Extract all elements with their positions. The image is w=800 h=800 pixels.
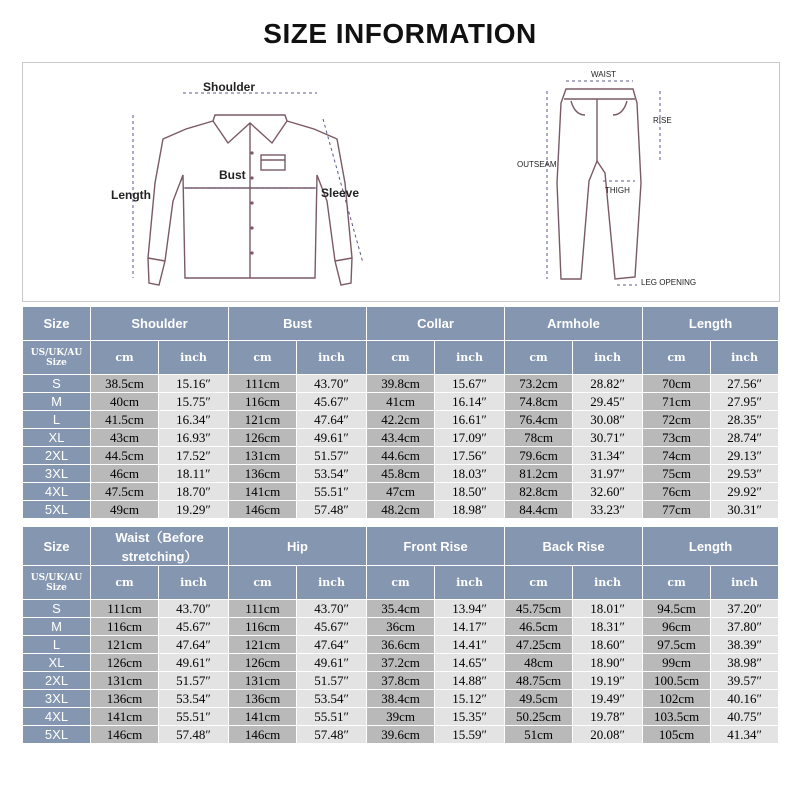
unit-inch: inch — [159, 341, 229, 375]
column-header-bust: Bust — [229, 307, 367, 341]
cm-cell: 39cm — [367, 708, 435, 726]
inch-cell: 53.54″ — [159, 690, 229, 708]
cm-cell: 35.4cm — [367, 600, 435, 618]
unit-header-row — [23, 566, 779, 600]
inch-cell: 19.29″ — [159, 501, 229, 519]
inch-cell: 18.90″ — [573, 654, 643, 672]
size-cell: 3XL — [23, 690, 91, 708]
shirt-size-table — [22, 306, 779, 519]
table-row — [23, 483, 779, 501]
size-cell: M — [23, 393, 91, 411]
cm-cell: 48cm — [505, 654, 573, 672]
cm-cell: 146cm — [91, 726, 159, 744]
inch-cell: 20.08″ — [573, 726, 643, 744]
unit-cm: cm — [229, 341, 297, 375]
shirt-illustration — [148, 115, 352, 285]
pants-illustration — [557, 89, 641, 279]
cm-cell: 37.2cm — [367, 654, 435, 672]
inch-cell: 15.59″ — [435, 726, 505, 744]
cm-cell: 43.4cm — [367, 429, 435, 447]
cm-cell: 77cm — [643, 501, 711, 519]
inch-cell: 14.17″ — [435, 618, 505, 636]
cm-cell: 45.75cm — [505, 600, 573, 618]
cm-cell: 36cm — [367, 618, 435, 636]
inch-cell: 37.20″ — [711, 600, 779, 618]
cm-cell: 116cm — [91, 618, 159, 636]
size-header: Size — [23, 307, 91, 341]
inch-cell: 19.78″ — [573, 708, 643, 726]
region-size-label: US/UK/AU Size — [23, 341, 91, 375]
inch-cell: 30.71″ — [573, 429, 643, 447]
size-cell: 2XL — [23, 447, 91, 465]
cm-cell: 78cm — [505, 429, 573, 447]
inch-cell: 33.23″ — [573, 501, 643, 519]
unit-cm: cm — [367, 341, 435, 375]
shirt-buttons — [250, 151, 253, 254]
inch-cell: 27.56″ — [711, 375, 779, 393]
inch-cell: 27.95″ — [711, 393, 779, 411]
cm-cell: 126cm — [229, 429, 297, 447]
waist-label: WAIST — [591, 70, 617, 79]
inch-cell: 19.19″ — [573, 672, 643, 690]
cm-cell: 79.6cm — [505, 447, 573, 465]
cm-cell: 96cm — [643, 618, 711, 636]
inch-cell: 14.41″ — [435, 636, 505, 654]
inch-cell: 51.57″ — [297, 672, 367, 690]
cm-cell: 84.4cm — [505, 501, 573, 519]
size-cell: 3XL — [23, 465, 91, 483]
cm-cell: 47cm — [367, 483, 435, 501]
inch-cell: 18.60″ — [573, 636, 643, 654]
cm-cell: 105cm — [643, 726, 711, 744]
size-cell: S — [23, 375, 91, 393]
cm-cell: 111cm — [229, 600, 297, 618]
inch-cell: 45.67″ — [159, 618, 229, 636]
cm-cell: 121cm — [229, 411, 297, 429]
inch-cell: 55.51″ — [297, 708, 367, 726]
bust-label: Bust — [219, 168, 246, 182]
inch-cell: 18.70″ — [159, 483, 229, 501]
inch-cell: 40.75″ — [711, 708, 779, 726]
table-row — [23, 726, 779, 744]
pants-measure-lines — [547, 81, 660, 285]
inch-cell: 53.54″ — [297, 465, 367, 483]
inch-cell: 49.61″ — [297, 429, 367, 447]
inch-cell: 47.64″ — [297, 411, 367, 429]
cm-cell: 39.8cm — [367, 375, 435, 393]
unit-inch: inch — [435, 566, 505, 600]
cm-cell: 126cm — [91, 654, 159, 672]
column-header-length: Length — [643, 307, 779, 341]
cm-cell: 136cm — [229, 465, 297, 483]
table-header-row — [23, 307, 779, 341]
inch-cell: 53.54″ — [297, 690, 367, 708]
inch-cell: 38.39″ — [711, 636, 779, 654]
cm-cell: 99cm — [643, 654, 711, 672]
table-row — [23, 600, 779, 618]
inch-cell: 49.61″ — [297, 654, 367, 672]
size-cell: 4XL — [23, 708, 91, 726]
shoulder-label: Shoulder — [203, 80, 256, 94]
inch-cell: 30.31″ — [711, 501, 779, 519]
inch-cell: 55.51″ — [297, 483, 367, 501]
table-row — [23, 447, 779, 465]
inch-cell: 45.67″ — [297, 393, 367, 411]
inch-cell: 29.53″ — [711, 465, 779, 483]
inch-cell: 30.08″ — [573, 411, 643, 429]
inch-cell: 15.35″ — [435, 708, 505, 726]
cm-cell: 38.4cm — [367, 690, 435, 708]
table-row — [23, 501, 779, 519]
cm-cell: 44.6cm — [367, 447, 435, 465]
cm-cell: 50.25cm — [505, 708, 573, 726]
inch-cell: 47.64″ — [159, 636, 229, 654]
cm-cell: 116cm — [229, 393, 297, 411]
unit-header-row — [23, 341, 779, 375]
inch-cell: 29.45″ — [573, 393, 643, 411]
cm-cell: 102cm — [643, 690, 711, 708]
page-title: SIZE INFORMATION — [263, 18, 537, 49]
table-row — [23, 690, 779, 708]
size-cell: 4XL — [23, 483, 91, 501]
leg-opening-label: LEG OPENING — [641, 278, 697, 287]
cm-cell: 70cm — [643, 375, 711, 393]
cm-cell: 141cm — [91, 708, 159, 726]
inch-cell: 51.57″ — [297, 447, 367, 465]
inch-cell: 57.48″ — [297, 726, 367, 744]
inch-cell: 29.92″ — [711, 483, 779, 501]
cm-cell: 41.5cm — [91, 411, 159, 429]
inch-cell: 40.16″ — [711, 690, 779, 708]
cm-cell: 51cm — [505, 726, 573, 744]
inch-cell: 57.48″ — [297, 501, 367, 519]
table-row — [23, 465, 779, 483]
inch-cell: 47.64″ — [297, 636, 367, 654]
inch-cell: 28.35″ — [711, 411, 779, 429]
unit-inch: inch — [435, 341, 505, 375]
inch-cell: 15.75″ — [159, 393, 229, 411]
inch-cell: 45.67″ — [297, 618, 367, 636]
cm-cell: 121cm — [91, 636, 159, 654]
cm-cell: 46.5cm — [505, 618, 573, 636]
cm-cell: 73.2cm — [505, 375, 573, 393]
cm-cell: 76cm — [643, 483, 711, 501]
table-row — [23, 672, 779, 690]
table-row — [23, 708, 779, 726]
cm-cell: 47.25cm — [505, 636, 573, 654]
inch-cell: 31.97″ — [573, 465, 643, 483]
cm-cell: 136cm — [229, 690, 297, 708]
inch-cell: 32.60″ — [573, 483, 643, 501]
inch-cell: 16.14″ — [435, 393, 505, 411]
inch-cell: 14.65″ — [435, 654, 505, 672]
inch-cell: 17.09″ — [435, 429, 505, 447]
pants-size-table — [22, 526, 779, 744]
cm-cell: 47.5cm — [91, 483, 159, 501]
cm-cell: 81.2cm — [505, 465, 573, 483]
inch-cell: 18.50″ — [435, 483, 505, 501]
column-header-front-rise: Front Rise — [367, 527, 505, 566]
inch-cell: 19.49″ — [573, 690, 643, 708]
sleeve-label: Sleeve — [321, 186, 360, 200]
inch-cell: 37.80″ — [711, 618, 779, 636]
cm-cell: 121cm — [229, 636, 297, 654]
column-header-back-rise: Back Rise — [505, 527, 643, 566]
inch-cell: 28.82″ — [573, 375, 643, 393]
cm-cell: 76.4cm — [505, 411, 573, 429]
cm-cell: 48.75cm — [505, 672, 573, 690]
cm-cell: 73cm — [643, 429, 711, 447]
inch-cell: 38.98″ — [711, 654, 779, 672]
inch-cell: 17.52″ — [159, 447, 229, 465]
cm-cell: 45.8cm — [367, 465, 435, 483]
unit-cm: cm — [505, 341, 573, 375]
inch-cell: 43.70″ — [297, 600, 367, 618]
unit-inch: inch — [297, 341, 367, 375]
cm-cell: 72cm — [643, 411, 711, 429]
cm-cell: 46cm — [91, 465, 159, 483]
inch-cell: 55.51″ — [159, 708, 229, 726]
inch-cell: 18.01″ — [573, 600, 643, 618]
cm-cell: 71cm — [643, 393, 711, 411]
cm-cell: 37.8cm — [367, 672, 435, 690]
cm-cell: 131cm — [229, 447, 297, 465]
column-header-collar: Collar — [367, 307, 505, 341]
inch-cell: 39.57″ — [711, 672, 779, 690]
inch-cell: 43.70″ — [159, 600, 229, 618]
cm-cell: 48.2cm — [367, 501, 435, 519]
table-row — [23, 393, 779, 411]
size-cell: XL — [23, 429, 91, 447]
size-cell: 5XL — [23, 501, 91, 519]
cm-cell: 146cm — [229, 501, 297, 519]
inch-cell: 15.67″ — [435, 375, 505, 393]
cm-cell: 146cm — [229, 726, 297, 744]
cm-cell: 43cm — [91, 429, 159, 447]
size-header: Size — [23, 527, 91, 566]
inch-cell: 15.12″ — [435, 690, 505, 708]
table-header-row — [23, 527, 779, 566]
cm-cell: 116cm — [229, 618, 297, 636]
inch-cell: 14.88″ — [435, 672, 505, 690]
outseam-label: OUTSEAM — [517, 160, 557, 169]
inch-cell: 16.34″ — [159, 411, 229, 429]
unit-cm: cm — [367, 566, 435, 600]
inch-cell: 18.03″ — [435, 465, 505, 483]
inch-cell: 31.34″ — [573, 447, 643, 465]
size-cell: S — [23, 600, 91, 618]
unit-inch: inch — [573, 566, 643, 600]
cm-cell: 36.6cm — [367, 636, 435, 654]
cm-cell: 131cm — [91, 672, 159, 690]
table-row — [23, 375, 779, 393]
cm-cell: 74.8cm — [505, 393, 573, 411]
cm-cell: 100.5cm — [643, 672, 711, 690]
inch-cell: 51.57″ — [159, 672, 229, 690]
unit-inch: inch — [711, 341, 779, 375]
column-header-hip: Hip — [229, 527, 367, 566]
unit-inch: inch — [159, 566, 229, 600]
table-row — [23, 654, 779, 672]
cm-cell: 126cm — [229, 654, 297, 672]
inch-cell: 49.61″ — [159, 654, 229, 672]
inch-cell: 29.13″ — [711, 447, 779, 465]
inch-cell: 57.48″ — [159, 726, 229, 744]
unit-cm: cm — [91, 341, 159, 375]
measurement-diagram — [22, 62, 780, 302]
size-cell: 2XL — [23, 672, 91, 690]
cm-cell: 39.6cm — [367, 726, 435, 744]
measurement-diagram-svg — [23, 63, 779, 301]
cm-cell: 131cm — [229, 672, 297, 690]
cm-cell: 97.5cm — [643, 636, 711, 654]
inch-cell: 16.93″ — [159, 429, 229, 447]
size-cell: L — [23, 636, 91, 654]
rise-label: RISE — [653, 116, 672, 125]
column-header-armhole: Armhole — [505, 307, 643, 341]
unit-cm: cm — [505, 566, 573, 600]
unit-cm: cm — [643, 341, 711, 375]
column-header-waist: Waist（Before stretching） — [91, 527, 229, 566]
unit-inch: inch — [573, 341, 643, 375]
cm-cell: 74cm — [643, 447, 711, 465]
inch-cell: 43.70″ — [297, 375, 367, 393]
table-row — [23, 618, 779, 636]
cm-cell: 82.8cm — [505, 483, 573, 501]
size-cell: M — [23, 618, 91, 636]
size-cell: L — [23, 411, 91, 429]
cm-cell: 94.5cm — [643, 600, 711, 618]
unit-inch: inch — [711, 566, 779, 600]
unit-cm: cm — [91, 566, 159, 600]
length-label: Length — [111, 188, 151, 202]
unit-cm: cm — [229, 566, 297, 600]
table-row — [23, 411, 779, 429]
cm-cell: 49.5cm — [505, 690, 573, 708]
inch-cell: 18.31″ — [573, 618, 643, 636]
unit-inch: inch — [297, 566, 367, 600]
cm-cell: 49cm — [91, 501, 159, 519]
size-cell: 5XL — [23, 726, 91, 744]
thigh-label: THIGH — [605, 186, 630, 195]
inch-cell: 16.61″ — [435, 411, 505, 429]
cm-cell: 111cm — [91, 600, 159, 618]
cm-cell: 141cm — [229, 483, 297, 501]
cm-cell: 42.2cm — [367, 411, 435, 429]
unit-cm: cm — [643, 566, 711, 600]
cm-cell: 141cm — [229, 708, 297, 726]
cm-cell: 111cm — [229, 375, 297, 393]
inch-cell: 41.34″ — [711, 726, 779, 744]
inch-cell: 15.16″ — [159, 375, 229, 393]
table-row — [23, 429, 779, 447]
table-row — [23, 636, 779, 654]
inch-cell: 18.11″ — [159, 465, 229, 483]
column-header-shoulder: Shoulder — [91, 307, 229, 341]
inch-cell: 28.74″ — [711, 429, 779, 447]
cm-cell: 75cm — [643, 465, 711, 483]
cm-cell: 44.5cm — [91, 447, 159, 465]
cm-cell: 41cm — [367, 393, 435, 411]
inch-cell: 13.94″ — [435, 600, 505, 618]
cm-cell: 38.5cm — [91, 375, 159, 393]
cm-cell: 40cm — [91, 393, 159, 411]
column-header-length: Length — [643, 527, 779, 566]
inch-cell: 18.98″ — [435, 501, 505, 519]
size-cell: XL — [23, 654, 91, 672]
inch-cell: 17.56″ — [435, 447, 505, 465]
region-size-label: US/UK/AU Size — [23, 566, 91, 600]
cm-cell: 103.5cm — [643, 708, 711, 726]
cm-cell: 136cm — [91, 690, 159, 708]
